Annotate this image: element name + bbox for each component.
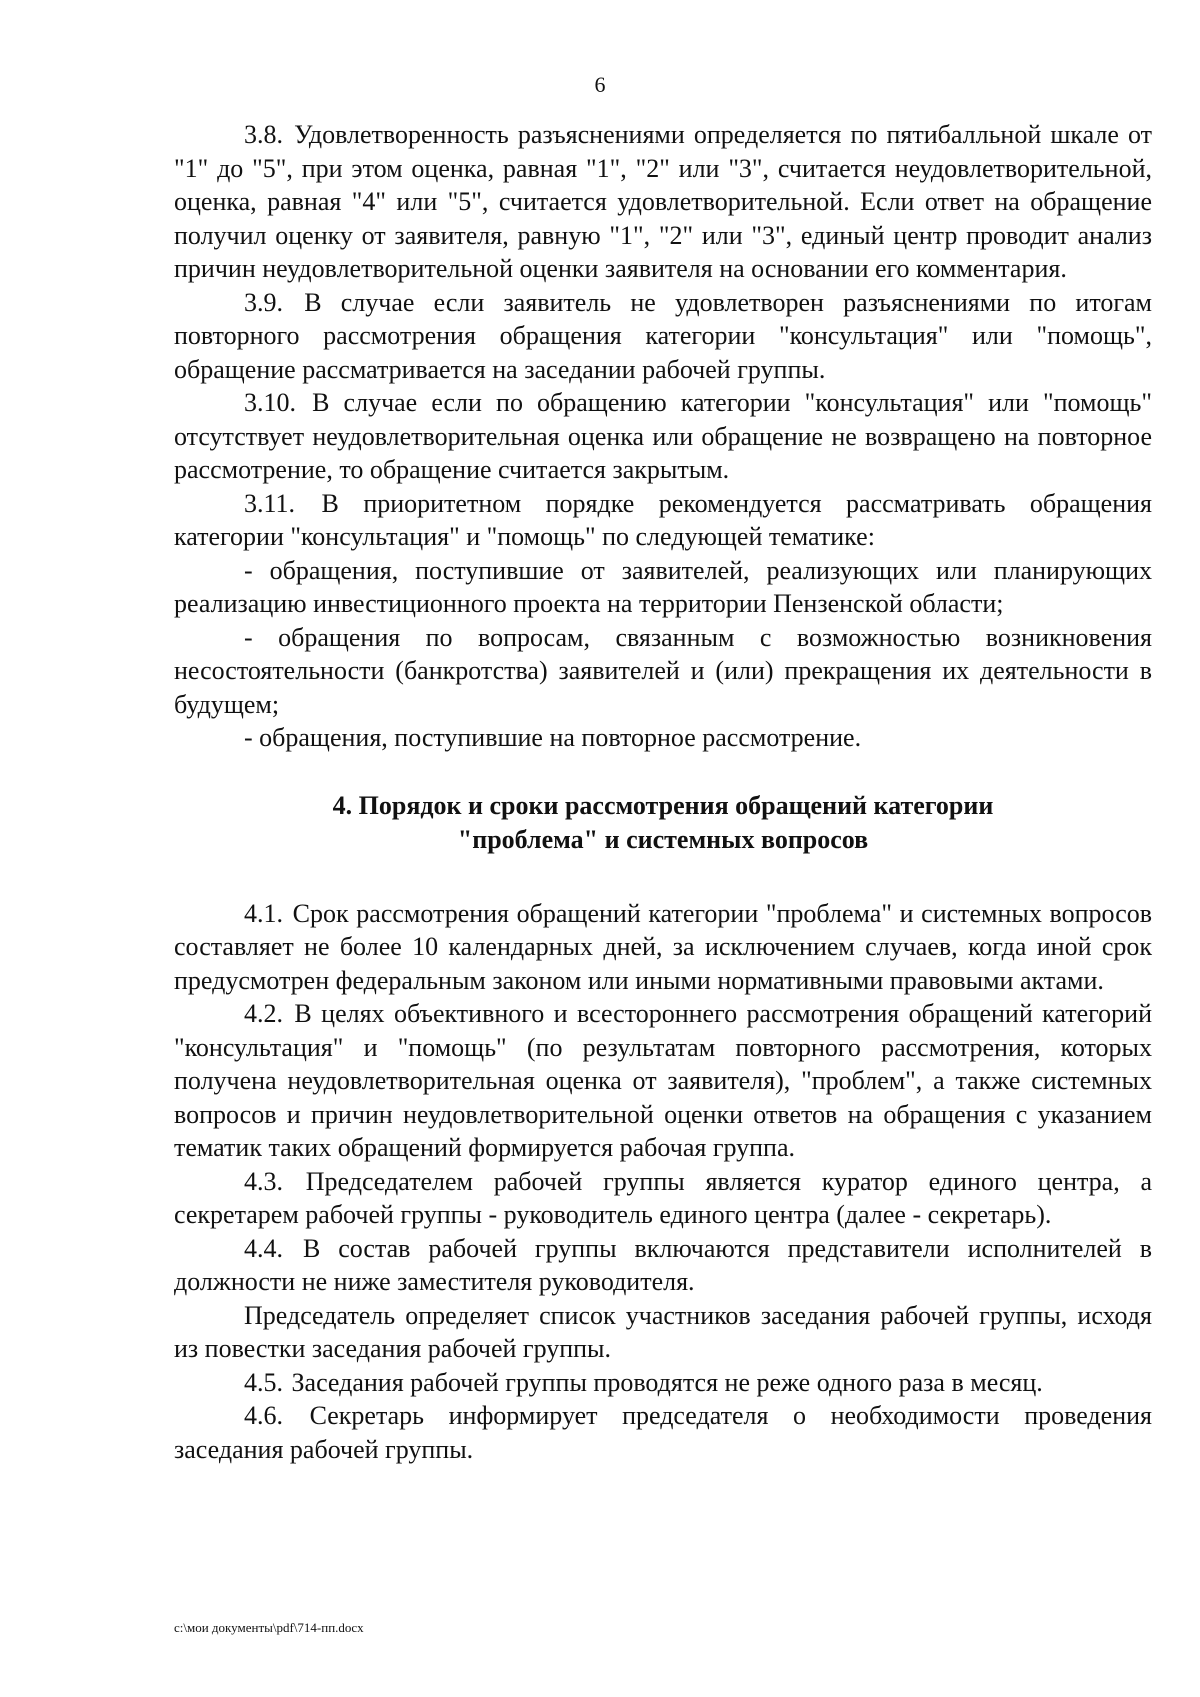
clause-text: Председатель определяет список участников заседания рабочей группы, исходя из повестки заседания рабочей группы. [174,1300,1152,1363]
clause-4-2 [174,997,1152,1165]
clause-text: В целях объективного и всестороннего рассмотрения обращений категорий "консультация" и "помощь" (по результатам повторного рассмотрения, которых получена неудовлетворительная оценка от заявителя), "проблем", а также системных вопросов и причин неудовлетворительной оценки ответов на обращения с указанием тематик таких обращений формируется рабочая группа. [174,999,1152,1162]
list-item-repeat-review [174,721,1152,755]
section-heading-line-2: "проблема" и системных вопросов [457,824,869,854]
clause-text: В случае если по обращению категории "консультация" или "помощь" отсутствует неудовлетворительная оценка или обращение не возвращено на повторное рассмотрение, то обращение считается закрытым. [174,388,1152,484]
clause-text: В приоритетном порядке рекомендуется рассматривать обращения категории "консультация" и "помощь" по следующей тематике: [174,488,1153,551]
clause-4-1 [174,897,1152,998]
clause-4-4 [174,1232,1152,1299]
clause-number: 4.6. [244,1401,283,1430]
clause-number: 3.9. [244,287,283,317]
clause-4-3 [174,1165,1152,1232]
document-body [174,118,1152,1466]
clause-4-4-continuation [174,1299,1152,1366]
list-item-investment [174,554,1152,621]
clause-number: 4.2. [244,999,283,1028]
clause-number: 4.4. [244,1233,283,1263]
list-item-bankruptcy [174,621,1152,722]
clause-3-9 [174,286,1152,387]
list-item-text: - обращения, поступившие от заявителей, реализующих или планирующих реализацию инвестиционного проекта на территории Пензенской области; [174,555,1152,618]
clause-number: 3.11. [244,488,296,518]
clause-text: Председателем рабочей группы является куратор единого центра, а секретарем рабочей группы - руководитель единого центра (далее - секретарь). [174,1166,1153,1229]
clause-text: Срок рассмотрения обращений категории "проблема" и системных вопросов составляет не более 10 календарных дней, за исключением случаев, когда иной срок предусмотрен федеральным законом или иными нормативными правовыми актами. [174,898,1153,995]
clause-number: 4.1. [244,898,283,928]
clause-3-10 [174,386,1152,487]
clause-text: Заседания рабочей группы проводятся не реже одного раза в месяц. [291,1367,1043,1397]
clause-text: Удовлетворенность разъяснениями определяется по пятибалльной шкале от "1" до "5", при этом оценка, равная "1", "2" или "3", считается неудовлетворительной, оценка, равная "4" или "5", считается удовлетворительной. Если ответ на обращение получил оценку от заявителя, равную "1", "2" или "3", единый центр проводит анализ причин неудовлетворительной оценки заявителя на основании его комментария. [174,120,1153,283]
clause-number: 3.8. [244,120,283,149]
clause-3-11 [174,487,1152,554]
clause-text: Секретарь информирует председателя о необходимости проведения заседания рабочей группы. [174,1401,1152,1464]
clause-4-6 [174,1399,1152,1466]
page-number: 6 [594,72,606,97]
list-item-text: - обращения, поступившие на повторное рассмотрение. [244,723,862,752]
list-item-text: - обращения по вопросам, связанным с возможностью возникновения несостоятельности (банкротства) заявителей и (или) прекращения их деятельности в будущем; [174,622,1152,719]
section-4-clauses [174,897,1152,1467]
clause-number: 4.5. [244,1367,283,1397]
clause-3-8 [174,118,1152,286]
clause-number: 3.10. [244,388,296,417]
section-4-heading [174,789,1152,857]
clause-4-5 [174,1366,1152,1400]
clause-text: В состав рабочей группы включаются представители исполнителей в должности не ниже заместителя руководителя. [174,1233,1152,1296]
clause-number: 4.3. [244,1166,283,1196]
section-3-clauses [174,118,1152,755]
footer-file-path: c:\мои документы\pdf\714-пп.docx [174,1620,364,1635]
clause-text: В случае если заявитель не удовлетворен разъяснениями по итогам повторного рассмотрения обращения категории "консультация" или "помощь", обращение рассматривается на заседании рабочей группы. [174,287,1153,384]
section-heading-line-1: 4. Порядок и сроки рассмотрения обращений категории [332,790,994,820]
